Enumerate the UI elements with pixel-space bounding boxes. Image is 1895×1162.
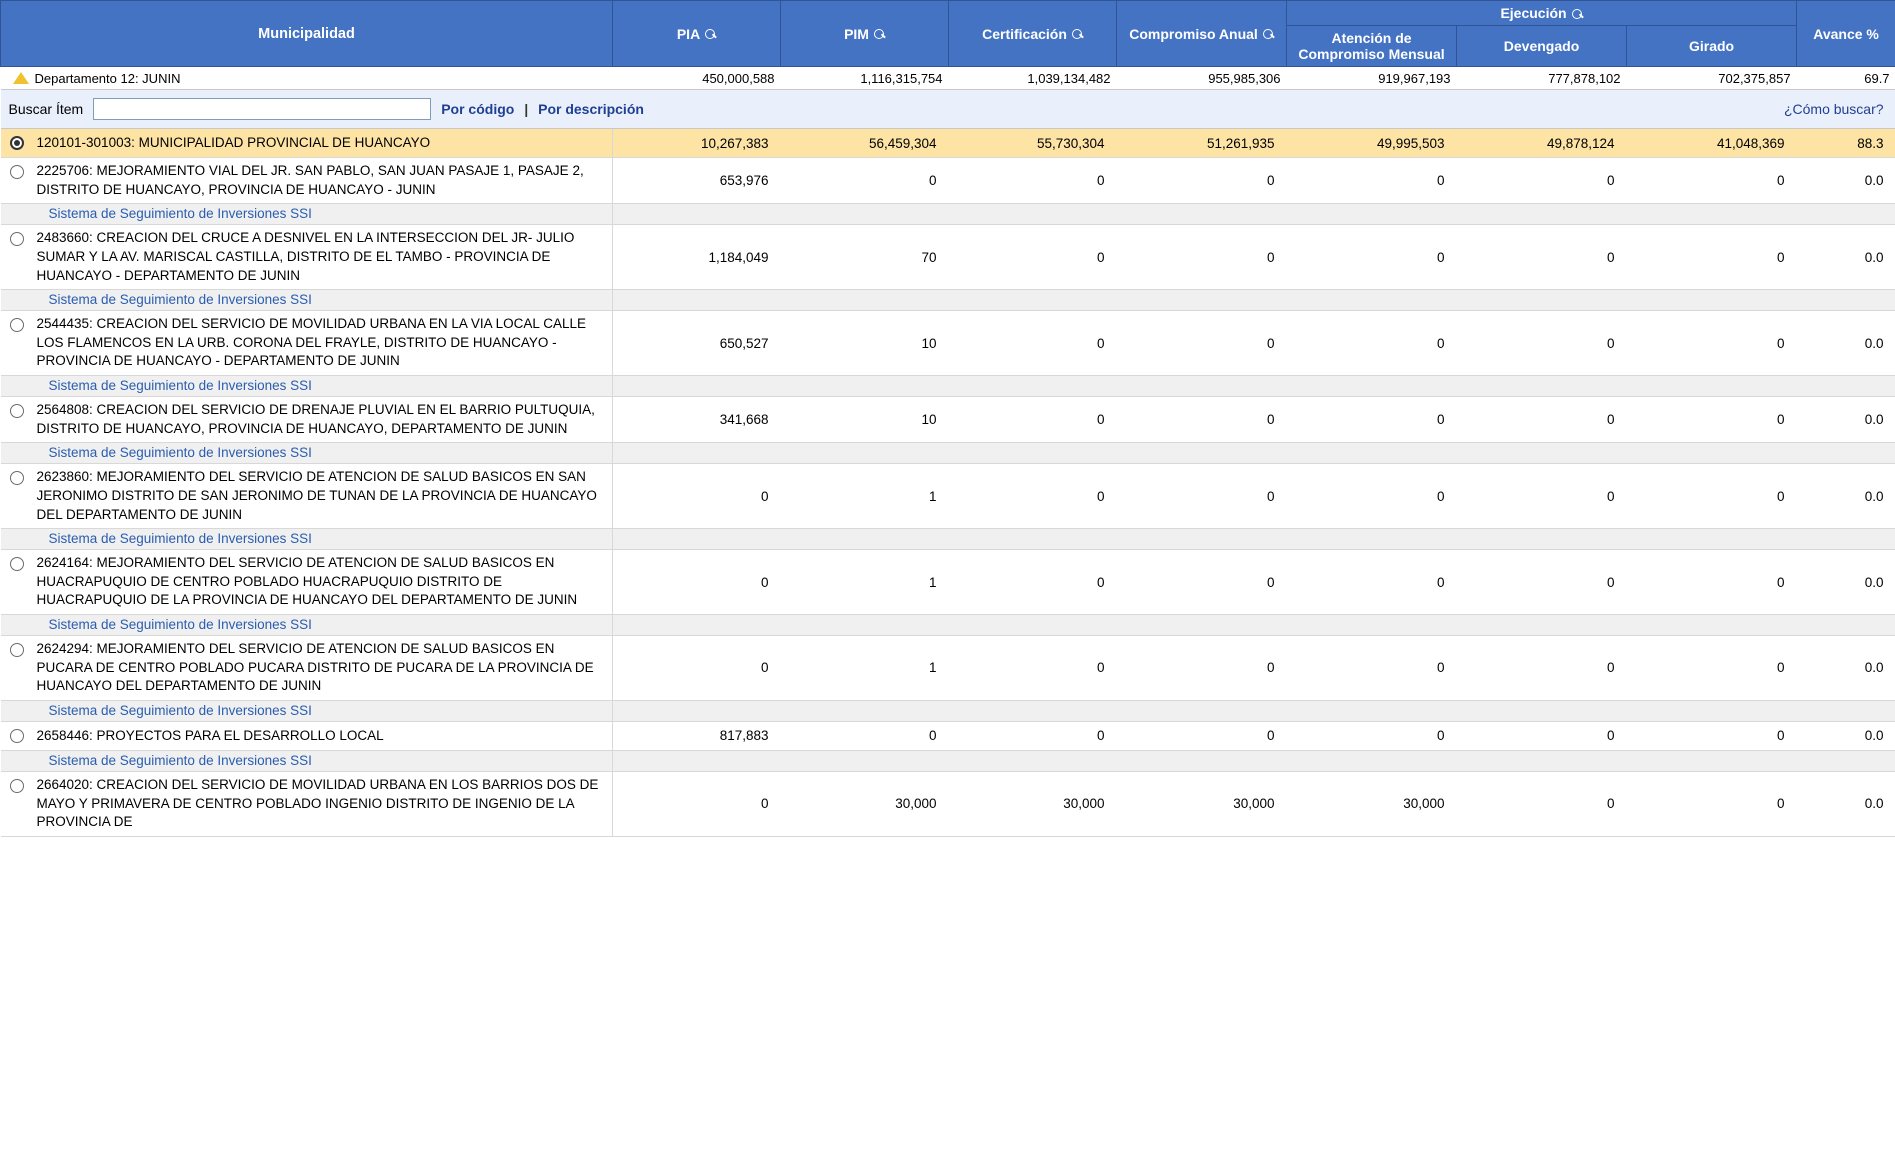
row-devengado: 0 <box>1457 550 1627 615</box>
warning-triangle-icon <box>13 72 29 84</box>
header-girado[interactable] <box>1627 26 1797 67</box>
ssi-blank-cell <box>1457 529 1627 550</box>
ssi-row <box>1 529 1895 550</box>
how-to-search-link[interactable]: ¿Cómo buscar? <box>1783 101 1884 117</box>
ssi-blank-cell <box>613 376 781 397</box>
table-row[interactable] <box>1 129 1895 158</box>
row-radio-button[interactable] <box>10 779 24 793</box>
row-devengado: 0 <box>1457 464 1627 529</box>
row-atencion: 49,995,503 <box>1287 129 1457 158</box>
table-row[interactable] <box>1 771 1895 836</box>
header-compromiso-anual-label: Compromiso Anual <box>1129 25 1258 42</box>
row-girado: 0 <box>1627 225 1797 290</box>
ssi-blank-cell <box>1457 700 1627 721</box>
row-girado: 0 <box>1627 550 1797 615</box>
ssi-link[interactable]: Sistema de Seguimiento de Inversiones SSI <box>48 752 312 768</box>
row-avance: 0.0 <box>1797 397 1895 443</box>
row-pim: 10 <box>781 311 949 376</box>
ssi-blank-cell <box>949 204 1117 225</box>
header-devengado-label: Devengado <box>1503 38 1580 54</box>
ssi-link[interactable]: Sistema de Seguimiento de Inversiones SSI <box>48 378 312 393</box>
header-pim-label: PIM <box>844 25 869 42</box>
table-body <box>1 129 1895 837</box>
summary-girado: 702,375,857 <box>1627 67 1797 90</box>
row-avance: 0.0 <box>1797 311 1895 376</box>
ssi-blank-cell <box>781 615 949 636</box>
row-compromiso-anual: 0 <box>1117 397 1287 443</box>
header-pia-label: PIA <box>676 25 701 42</box>
row-pia: 0 <box>613 636 781 701</box>
row-radio-button[interactable] <box>10 165 24 179</box>
row-certificacion: 55,730,304 <box>949 129 1117 158</box>
row-pim: 1 <box>781 550 949 615</box>
row-radio-button[interactable] <box>10 232 24 246</box>
row-atencion: 0 <box>1287 464 1457 529</box>
ssi-row <box>1 290 1895 311</box>
summary-atencion: 919,967,193 <box>1287 67 1457 90</box>
ssi-blank-cell <box>781 376 949 397</box>
ssi-link-cell[interactable] <box>1 443 613 464</box>
row-certificacion: 30,000 <box>949 771 1117 836</box>
ssi-blank-cell <box>1457 615 1627 636</box>
row-certificacion: 0 <box>949 636 1117 701</box>
ssi-blank-cell <box>1627 750 1797 771</box>
row-girado: 0 <box>1627 158 1797 204</box>
row-devengado: 49,878,124 <box>1457 129 1627 158</box>
table-row[interactable] <box>1 464 1895 529</box>
ssi-blank-cell <box>949 750 1117 771</box>
table-row[interactable] <box>1 550 1895 615</box>
sort-icon[interactable] <box>874 28 885 39</box>
ssi-link[interactable]: Sistema de Seguimiento de Inversiones SSI <box>48 445 312 461</box>
row-atencion: 30,000 <box>1287 771 1457 836</box>
sort-icon[interactable] <box>1072 28 1083 39</box>
row-avance: 0.0 <box>1797 464 1895 529</box>
ssi-blank-cell <box>1457 443 1627 464</box>
summary-section <box>1 67 1895 90</box>
row-radio-button[interactable] <box>10 318 24 332</box>
row-name-cell[interactable]: 2658446: PROYECTOS PARA EL DESARROLLO LOCAL <box>33 721 613 750</box>
row-atencion: 0 <box>1287 397 1457 443</box>
ssi-blank-cell <box>1117 290 1287 311</box>
row-select-cell[interactable] <box>1 550 33 615</box>
ssi-blank-cell <box>781 750 949 771</box>
row-name-cell[interactable]: 2623860: MEJORAMIENTO DEL SERVICIO DE ATENCION DE SALUD BASICOS EN SAN JERONIMO DISTRITO DE SAN JERONIMO DE TUNAN DE LA PROVINCIA DE HUANCAYO DEL DEPARTAMENTO DE JUNIN <box>33 464 613 529</box>
row-atencion: 0 <box>1287 311 1457 376</box>
ssi-blank-cell <box>613 700 781 721</box>
row-pia: 1,184,049 <box>613 225 781 290</box>
ssi-blank-cell <box>613 529 781 550</box>
ssi-blank-cell <box>1457 376 1627 397</box>
header-pia[interactable] <box>613 1 781 67</box>
ssi-blank-cell <box>1797 290 1895 311</box>
row-atencion: 0 <box>1287 550 1457 615</box>
ssi-blank-cell <box>613 443 781 464</box>
ssi-blank-cell <box>949 376 1117 397</box>
ssi-blank-cell <box>1117 700 1287 721</box>
summary-devengado: 777,878,102 <box>1457 67 1627 90</box>
row-pim: 56,459,304 <box>781 129 949 158</box>
ssi-blank-cell <box>949 529 1117 550</box>
row-select-cell[interactable] <box>1 311 33 376</box>
ssi-blank-cell <box>949 443 1117 464</box>
search-row <box>1 90 1895 129</box>
ssi-blank-cell <box>949 290 1117 311</box>
ssi-link-cell[interactable] <box>1 615 613 636</box>
ssi-row <box>1 615 1895 636</box>
row-radio-button[interactable] <box>10 557 24 571</box>
row-certificacion: 0 <box>949 397 1117 443</box>
row-avance: 88.3 <box>1797 129 1895 158</box>
ssi-blank-cell <box>949 615 1117 636</box>
ssi-row <box>1 376 1895 397</box>
header-municipalidad[interactable] <box>1 1 613 67</box>
row-compromiso-anual: 0 <box>1117 225 1287 290</box>
table-row[interactable] <box>1 225 1895 290</box>
ssi-row <box>1 204 1895 225</box>
row-compromiso-anual: 0 <box>1117 636 1287 701</box>
ssi-blank-cell <box>1117 615 1287 636</box>
sort-icon[interactable] <box>705 28 716 39</box>
row-pia: 0 <box>613 464 781 529</box>
row-radio-button[interactable] <box>10 404 24 418</box>
search-input[interactable] <box>93 98 431 120</box>
row-name-cell[interactable]: 2664020: CREACION DEL SERVICIO DE MOVILIDAD URBANA EN LOS BARRIOS DOS DE MAYO Y PRIMAVERA DE CENTRO POBLADO INGENIO DISTRITO DE INGENIO DE LA PROVINCIA DE <box>33 771 613 836</box>
ssi-row <box>1 443 1895 464</box>
ssi-blank-cell <box>1627 204 1797 225</box>
ssi-link-cell[interactable] <box>1 290 613 311</box>
search-by-code-link[interactable]: Por código <box>441 101 515 117</box>
table-row[interactable] <box>1 311 1895 376</box>
header-avance[interactable] <box>1797 1 1895 67</box>
summary-avance: 69.7 <box>1797 67 1895 90</box>
ssi-blank-cell <box>781 204 949 225</box>
ssi-blank-cell <box>1627 615 1797 636</box>
ssi-blank-cell <box>1287 615 1457 636</box>
row-certificacion: 0 <box>949 464 1117 529</box>
row-pim: 10 <box>781 397 949 443</box>
ssi-blank-cell <box>1627 376 1797 397</box>
row-girado: 0 <box>1627 636 1797 701</box>
ssi-blank-cell <box>1797 529 1895 550</box>
row-select-cell[interactable] <box>1 464 33 529</box>
row-pia: 0 <box>613 771 781 836</box>
row-girado: 0 <box>1627 311 1797 376</box>
ssi-blank-cell <box>1797 700 1895 721</box>
row-compromiso-anual: 51,261,935 <box>1117 129 1287 158</box>
sort-icon[interactable] <box>1263 28 1274 39</box>
ssi-blank-cell <box>1287 529 1457 550</box>
row-pia: 650,527 <box>613 311 781 376</box>
row-certificacion: 0 <box>949 311 1117 376</box>
search-by-description-link[interactable]: Por descripción <box>538 101 644 117</box>
ssi-row <box>1 750 1895 771</box>
ssi-blank-cell <box>1797 443 1895 464</box>
row-name-cell[interactable]: 120101-301003: MUNICIPALIDAD PROVINCIAL DE HUANCAYO <box>33 129 613 158</box>
ssi-blank-cell <box>1117 204 1287 225</box>
row-pia: 341,668 <box>613 397 781 443</box>
row-devengado: 0 <box>1457 397 1627 443</box>
header-ejecucion-label: Ejecución <box>1500 5 1567 21</box>
header-certificacion-label: Certificación <box>982 25 1067 42</box>
row-pim: 30,000 <box>781 771 949 836</box>
row-pim: 1 <box>781 464 949 529</box>
row-certificacion: 0 <box>949 158 1117 204</box>
ssi-blank-cell <box>1117 750 1287 771</box>
search-separator: | <box>524 101 529 117</box>
ssi-link-cell[interactable] <box>1 204 613 225</box>
row-compromiso-anual: 0 <box>1117 721 1287 750</box>
row-select-cell[interactable] <box>1 771 33 836</box>
header-devengado[interactable] <box>1457 26 1627 67</box>
search-label: Buscar Ítem <box>8 101 84 117</box>
summary-certificacion: 1,039,134,482 <box>949 67 1117 90</box>
row-girado: 0 <box>1627 721 1797 750</box>
ssi-blank-cell <box>781 529 949 550</box>
row-certificacion: 0 <box>949 721 1117 750</box>
row-pim: 0 <box>781 721 949 750</box>
ssi-blank-cell <box>781 290 949 311</box>
header-row-1 <box>1 1 1895 26</box>
summary-pim: 1,116,315,754 <box>781 67 949 90</box>
ssi-blank-cell <box>1797 615 1895 636</box>
department-label: Departamento 12: JUNIN <box>34 70 181 86</box>
ssi-blank-cell <box>1287 204 1457 225</box>
row-radio-button[interactable] <box>10 643 24 657</box>
row-atencion: 0 <box>1287 636 1457 701</box>
ssi-blank-cell <box>1457 204 1627 225</box>
row-avance: 0.0 <box>1797 721 1895 750</box>
row-pim: 0 <box>781 158 949 204</box>
row-radio-button[interactable] <box>10 471 24 485</box>
ssi-link[interactable]: Sistema de Seguimiento de Inversiones SSI <box>48 531 312 547</box>
row-atencion: 0 <box>1287 721 1457 750</box>
header-compromiso-anual[interactable] <box>1117 1 1287 67</box>
header-ejecucion[interactable] <box>1287 1 1797 26</box>
ssi-blank-cell <box>613 290 781 311</box>
row-pia: 0 <box>613 550 781 615</box>
row-pim: 1 <box>781 636 949 701</box>
row-select-cell[interactable] <box>1 721 33 750</box>
row-compromiso-anual: 0 <box>1117 158 1287 204</box>
ssi-blank-cell <box>1797 376 1895 397</box>
row-compromiso-anual: 0 <box>1117 464 1287 529</box>
row-atencion: 0 <box>1287 225 1457 290</box>
row-select-cell[interactable] <box>1 397 33 443</box>
table-row[interactable] <box>1 636 1895 701</box>
row-compromiso-anual: 30,000 <box>1117 771 1287 836</box>
header-avance-label: Avance % <box>1813 25 1879 42</box>
row-name-cell[interactable]: 2624294: MEJORAMIENTO DEL SERVICIO DE ATENCION DE SALUD BASICOS EN PUCARA DE CENTRO POBLADO PUCARA DISTRITO DE PUCARA DE LA PROVINCIA DE HUANCAYO DEL DEPARTAMENTO DE JUNIN <box>33 636 613 701</box>
header-atencion-label: Atención de Compromiso Mensual <box>1298 30 1445 62</box>
ssi-link[interactable]: Sistema de Seguimiento de Inversiones SSI <box>48 702 312 718</box>
row-devengado: 0 <box>1457 158 1627 204</box>
row-pia: 653,976 <box>613 158 781 204</box>
row-avance: 0.0 <box>1797 550 1895 615</box>
row-avance: 0.0 <box>1797 158 1895 204</box>
row-atencion: 0 <box>1287 158 1457 204</box>
ssi-blank-cell <box>1287 376 1457 397</box>
ssi-link-cell[interactable] <box>1 700 613 721</box>
summary-compromiso-anual: 955,985,306 <box>1117 67 1287 90</box>
row-girado: 0 <box>1627 397 1797 443</box>
header-pim[interactable] <box>781 1 949 67</box>
ssi-blank-cell <box>1117 376 1287 397</box>
table-header <box>1 1 1895 67</box>
ssi-blank-cell <box>781 443 949 464</box>
department-label-cell <box>1 67 613 90</box>
ssi-link[interactable]: Sistema de Seguimiento de Inversiones SSI <box>48 617 312 632</box>
row-avance: 0.0 <box>1797 636 1895 701</box>
header-girado-label: Girado <box>1688 38 1735 54</box>
header-certificacion[interactable] <box>949 1 1117 67</box>
row-certificacion: 0 <box>949 550 1117 615</box>
table-row[interactable] <box>1 397 1895 443</box>
row-devengado: 0 <box>1457 225 1627 290</box>
row-pia: 10,267,383 <box>613 129 781 158</box>
row-compromiso-anual: 0 <box>1117 311 1287 376</box>
ssi-blank-cell <box>1627 700 1797 721</box>
summary-pia: 450,000,588 <box>613 67 781 90</box>
ssi-blank-cell <box>1287 750 1457 771</box>
row-radio-button[interactable] <box>10 136 24 150</box>
ssi-blank-cell <box>1117 443 1287 464</box>
search-section <box>1 90 1895 129</box>
row-select-cell[interactable] <box>1 129 33 158</box>
sort-icon[interactable] <box>1572 8 1583 19</box>
ssi-blank-cell <box>613 615 781 636</box>
row-select-cell[interactable] <box>1 158 33 204</box>
row-radio-button[interactable] <box>10 729 24 743</box>
ssi-link[interactable]: Sistema de Seguimiento de Inversiones SSI <box>48 292 312 308</box>
ssi-blank-cell <box>613 750 781 771</box>
ssi-blank-cell <box>1627 443 1797 464</box>
header-municipalidad-label: Municipalidad <box>258 25 355 42</box>
row-avance: 0.0 <box>1797 225 1895 290</box>
row-certificacion: 0 <box>949 225 1117 290</box>
row-devengado: 0 <box>1457 311 1627 376</box>
ssi-link[interactable]: Sistema de Seguimiento de Inversiones SSI <box>48 206 312 222</box>
table-row[interactable] <box>1 158 1895 204</box>
ssi-row <box>1 700 1895 721</box>
row-devengado: 0 <box>1457 636 1627 701</box>
header-atencion-compromiso-mensual[interactable] <box>1287 26 1457 67</box>
ssi-link-cell[interactable] <box>1 529 613 550</box>
ssi-blank-cell <box>781 700 949 721</box>
row-devengado: 0 <box>1457 721 1627 750</box>
ssi-blank-cell <box>1117 529 1287 550</box>
ssi-blank-cell <box>1457 750 1627 771</box>
row-pim: 70 <box>781 225 949 290</box>
row-devengado: 0 <box>1457 771 1627 836</box>
ssi-blank-cell <box>613 204 781 225</box>
ssi-blank-cell <box>1287 443 1457 464</box>
row-name-cell[interactable]: 2544435: CREACION DEL SERVICIO DE MOVILIDAD URBANA EN LA VIA LOCAL CALLE LOS FLAMENCOS EN LA URB. CORONA DEL FRAYLE, DISTRITO DE HUANCAYO - PROVINCIA DE HUANCAYO - DEPARTAMENTO DE JUNIN <box>33 311 613 376</box>
row-select-cell[interactable] <box>1 225 33 290</box>
ssi-link-cell[interactable] <box>1 750 613 771</box>
row-avance: 0.0 <box>1797 771 1895 836</box>
department-summary-row <box>1 67 1895 90</box>
row-select-cell[interactable] <box>1 636 33 701</box>
row-girado: 41,048,369 <box>1627 129 1797 158</box>
row-name-cell[interactable]: 2225706: MEJORAMIENTO VIAL DEL JR. SAN PABLO, SAN JUAN PASAJE 1, PASAJE 2, DISTRITO DE HUANCAYO, PROVINCIA DE HUANCAYO - JUNIN <box>33 158 613 204</box>
table-row[interactable] <box>1 721 1895 750</box>
row-name-cell[interactable]: 2624164: MEJORAMIENTO DEL SERVICIO DE ATENCION DE SALUD BASICOS EN HUACRAPUQUIO DE CENTRO POBLADO HUACRAPUQUIO DISTRITO DE HUACRAPUQUIO DE LA PROVINCIA DE HUANCAYO DEL DEPARTAMENTO DE JUNIN <box>33 550 613 615</box>
row-name-cell[interactable]: 2564808: CREACION DEL SERVICIO DE DRENAJE PLUVIAL EN EL BARRIO PULTUQUIA, DISTRITO DE HUANCAYO, PROVINCIA DE HUANCAYO, DEPARTAMENTO DE JUNIN <box>33 397 613 443</box>
ssi-blank-cell <box>1797 750 1895 771</box>
ssi-blank-cell <box>1797 204 1895 225</box>
ssi-link-cell[interactable] <box>1 376 613 397</box>
row-name-cell[interactable]: 2483660: CREACION DEL CRUCE A DESNIVEL EN LA INTERSECCION DEL JR- JULIO SUMAR Y LA AV. MARISCAL CASTILLA, DISTRITO DE EL TAMBO - PROVINCIA DE HUANCAYO - DEPARTAMENTO DE JUNIN <box>33 225 613 290</box>
ssi-blank-cell <box>949 700 1117 721</box>
search-cell <box>1 90 1895 129</box>
row-girado: 0 <box>1627 771 1797 836</box>
ssi-blank-cell <box>1627 529 1797 550</box>
ssi-blank-cell <box>1287 700 1457 721</box>
row-girado: 0 <box>1627 464 1797 529</box>
row-pia: 817,883 <box>613 721 781 750</box>
ssi-blank-cell <box>1627 290 1797 311</box>
ssi-blank-cell <box>1457 290 1627 311</box>
row-compromiso-anual: 0 <box>1117 550 1287 615</box>
ssi-blank-cell <box>1287 290 1457 311</box>
